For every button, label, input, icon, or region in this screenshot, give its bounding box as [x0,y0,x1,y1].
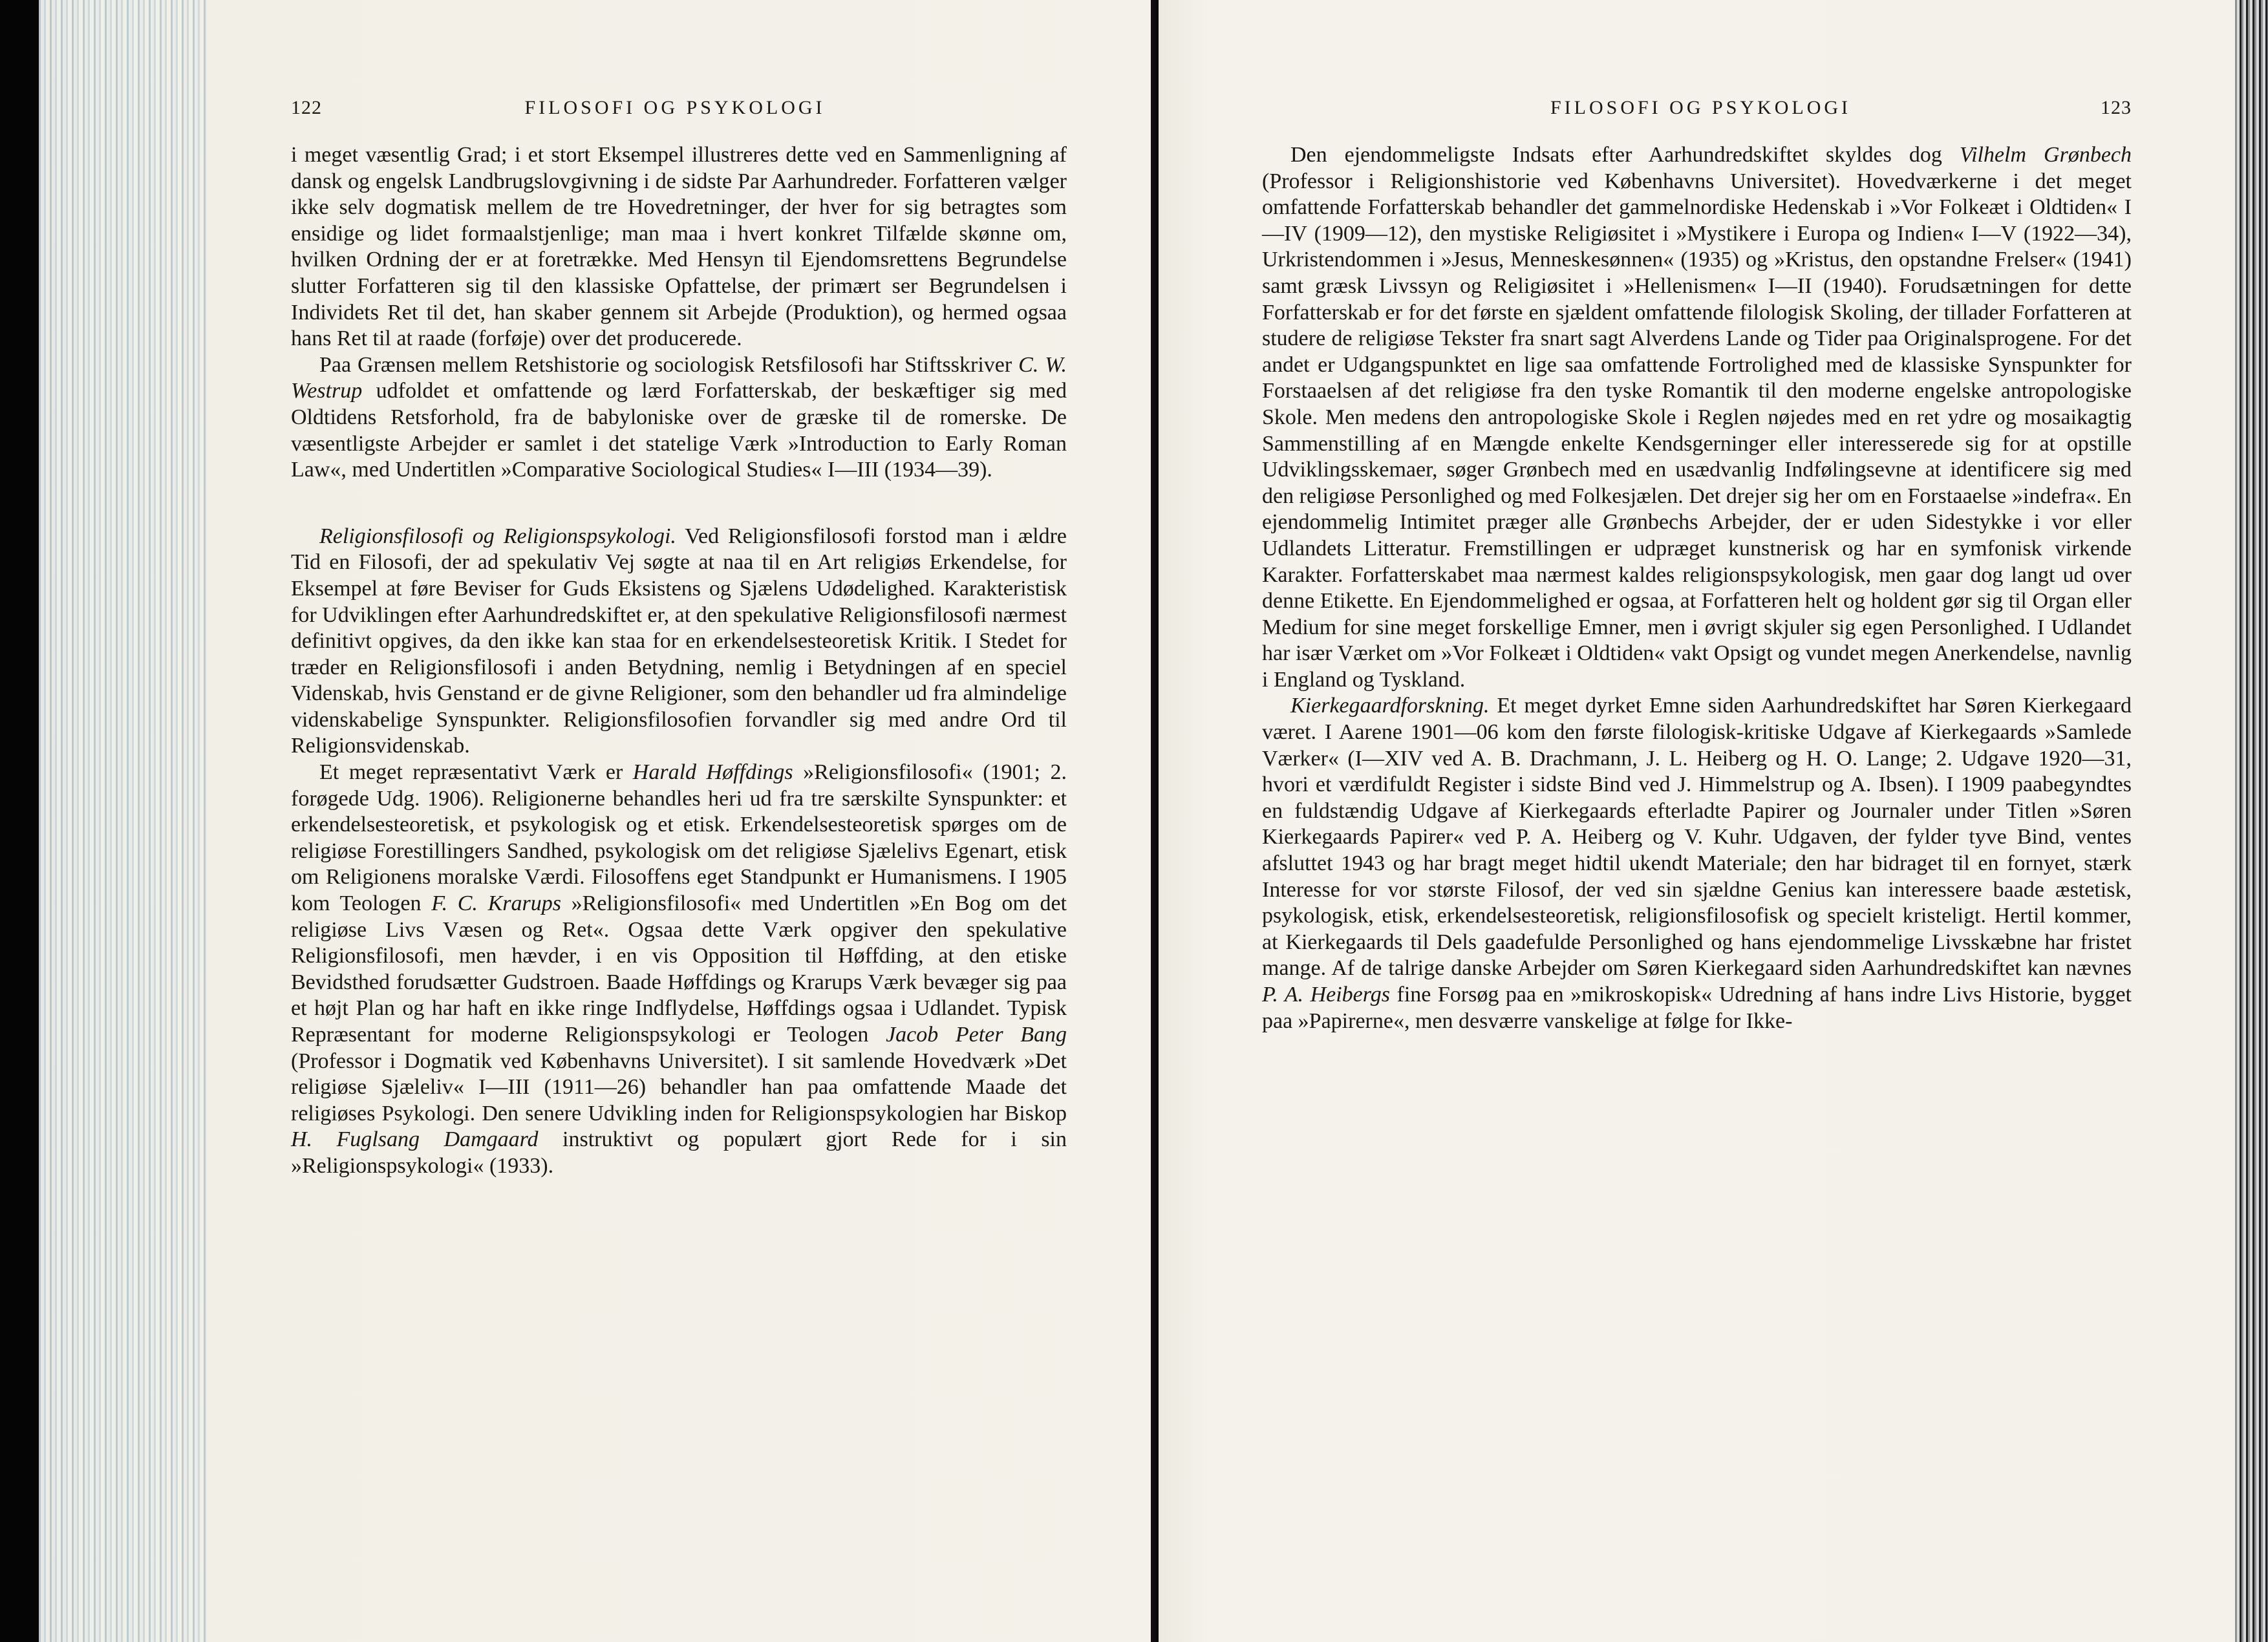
left-page [39,0,1151,1642]
left-body-text [291,142,1067,1180]
left-running-title: FILOSOFI OG PSYKOLOGI [524,97,826,118]
paragraph [291,760,1067,1180]
page-stack-edge-right [2235,0,2268,1642]
italic-text: C. W. Westrup [291,352,1067,403]
text-run: »Religionsfilosofi« med Undertitlen »En Bog om det religiøse Livs Væsen og Ret«. Ogsaa dette Værk opgiver den spekulative Religionsfilosofi, men hævder, i en vis Opposition til Høffding, at den etiske Bevidsthed forudsætter Gudstroen. Baade Høffdings og Krarups Værk bevæger sig paa et højt Plan og har haft en ikke ringe Indflydelse, Høffdings ogsaa i Udlandet. Typisk Repræsentant for moderne Religionspsykologi er Teologen [291,891,1067,1047]
italic-text: H. Fuglsang Damgaard [291,1127,539,1152]
text-run: fine Forsøg paa en »mikroskopisk« Udredning af hans indre Livs Historie, bygget paa »Papirerne«, men desværre vanskelige at følge for Ikke- [1262,983,2132,1033]
paragraph [1262,142,2132,693]
text-run: (Professor i Dogmatik ved Københavns Universitet). I sit samlende Hovedværk »Det religiøse Sjæleliv« I—III (1911—26) behandler han paa omfattende Maade det religiøses Psykologi. Den senere Udvikling inden for Religionspsykologien har Biskop [291,1049,1067,1125]
italic-text: Religionsfilosofi og Religionspsykologi. [319,524,676,548]
text-run: (Professor i Religionshistorie ved Københavns Universitet). Hovedværkerne i det meget omfattende Forfatterskab behandler det gammelnordiske Hedenskab i »Vor Folkeæt i Oldtiden« I—IV (1909—12), den mystiske Religiøsitet i »Mystikere i Europa og Indien« I—V (1922—34), Urkristendommen i »Jesus, Menneskesønnen« (1935) og »Kristus, den opstandne Frelser« (1941) samt græsk Livssyn og Religiøsitet i »Hellenismen« I—II (1940). Forudsætningen for dette Forfatterskab er for det første en sjældent omfattende filologisk Skoling, der tillader Forfatteren at studere de religiøse Tekster fra snart sagt Alverdens Lande og Tider paa Originalsprogene. For det andet er Udgangspunktet en lige saa omfattende Fortrolighed med de klassiske Synspunkter for Forstaaelsen af det religiøse fra den tyske Romantik til den moderne engelske antropologiske Skole. Men medens den antropologiske Skole i Reglen nøjedes med en ret ydre og mosaikagtig Sammenstilling af en Mængde enkelte Kendsgerninger eller interesserede sig for at opstille Udviklingsskemaer, søger Grønbech med en usædvanlig Indfølingsevne at identificere sig med den religiøse Personlighed og med Folkesjælen. Det drejer sig her om en Forstaaelse »indefra«. En ejendommelig Intimitet præger alle Grønbechs Arbejder, der er uden Sidestykke i vor eller Udlandets Litteratur. Fremstillingen er udpræget kunstnerisk og har en symfonisk virkende Karakter. Forfatterskabet maa nærmest kaldes religionspsykologisk, men gaar dog langt ud over denne Etikette. En Ejendommelighed er ogsaa, at Forfatteren helt og holdent gør sig til Organ eller Medium for sine meget forskellige Emner, men i øvrigt skjuler sig egen Personlighed. I Udlandet har især Værket om »Vor Folkeæt i Oldtiden« vakt Opsigt og vundet megen Anerkendelse, navnlig i England og Tyskland. [1262,169,2132,692]
text-run: Et meget dyrket Emne siden Aarhundredskiftet har Søren Kierkegaard været. I Aarene 1901—06 kom den første filologisk-kritiske Udgave af Kierkegaards »Samlede Værker« (I—XIV ved A. B. Drachmann, J. L. Heiberg og H. O. Lange; 2. Udgave 1920—31, hvori et værdifuldt Register i sidste Bind ved J. Himmelstrup og A. Ibsen). I 1909 paabegyndtes en fuldstændig Udgave af Kierkegaards efterladte Papirer og Journaler under Titlen »Søren Kierkegaards Papirer« ved P. A. Heiberg og V. Kuhr. Udgaven, der fylder tyve Bind, ventes afsluttet 1943 og har bragt meget hidtil ukendt Materiale; den har bidraget til en fornyet, stærk Interesse for vor største Filosof, der ved sin sjældne Genius kan interessere baade æstetisk, psykologisk, etisk, erkendelsesteoretisk, religionsfilosofisk og specielt kristeligt. Hertil kommer, at Kierkegaards til Dels gaadefulde Personlighed og hans ejendommelige Livsskæbne har fristet mange. Af de talrige danske Arbejder om Søren Kierkegaard siden Aarhundredskiftet kan nævnes [1262,694,2132,981]
left-page-number: 122 [291,97,322,118]
right-page [1159,0,2235,1642]
section-kierkegaardforskning [1262,693,2132,1034]
text-run: Den ejendommeligste Indsats efter Aarhundredskiftet skyldes dog [1290,143,1960,167]
italic-text: P. A. Heibergs [1262,983,1390,1007]
text-run: Ved Religionsfilosofi forstod man i ældre Tid en Filosofi, der ad spekulativ Vej søgte at naa til en Art religiøs Erkendelse, for Eksempel at føre Beviser for Guds Eksistens og Sjælens Udødelighed. Karakteristisk for Udviklingen efter Aarhundredskiftet er, at den spekulative Religionsfilosofi nærmest definitivt opgives, da den ikke kan staa for en erkendelsesteoretisk Kritik. I Stedet for træder en Religionsfilosofi i anden Betydning, nemlig i Betydningen af en speciel Videnskab, hvis Genstand er de givne Religioner, som den behandler ud fra almindelige videnskabelige Synspunkter. Religionsfilosofien forvandler sig med andre Ord til Religionsvidenskab. [291,524,1067,758]
italic-text: Kierkegaardforskning. [1290,694,1490,718]
right-body-text [1262,142,2132,1034]
section-religionsfilosofi [291,524,1067,760]
page-stack-edge [39,0,207,1642]
paragraph [291,352,1067,484]
paragraph [291,142,1067,352]
right-running-title: FILOSOFI OG PSYKOLOGI [1550,97,1852,118]
italic-text: Harald Høffdings [632,760,793,785]
text-run: Et meget repræsentativt Værk er [319,760,633,785]
right-running-head [1262,97,2132,119]
text-run: instruktivt og populært gjort Rede for i sin »Religionspsykologi« (1933). [291,1127,1067,1178]
text-run: udfoldet et omfattende og lærd Forfatterskab, der beskæftiger sig med Oldtidens Retsforhold, fra de babyloniske over de græske til de romerske. De væsentligste Arbejder er samlet i det statelige Værk »Introduction to Early Roman Law«, med Undertitlen »Comparative Sociological Studies« I—III (1934—39). [291,379,1067,482]
text-run: i meget væsentlig Grad; i et stort Eksempel illustreres dette ved en Sammenligning af dansk og engelsk Landbrugslovgivning i de sidste Par Aarhundreder. Forfatteren vælger ikke selv dogmatisk mellem de tre Hovedretninger, der hver for sig betragtes som ensidige og lidet formaalstjenlige; man maa i hvert konkret Tilfælde skønne om, hvilken Ordning der er at foretrække. Med Hensyn til Ejendomsrettens Begrundelse slutter Forfatteren sig til den klassiske Opfattelse, der primært ser Begrundelsen i Individets Ret til det, han skaber gennem sit Arbejde (Produktion), og hermed ogsaa hans Ret til at raade (forføje) over det producerede. [291,143,1067,351]
text-run: »Religionsfilosofi« (1901; 2. forøgede Udg. 1906). Religionerne behandles heri ud fra tre særskilte Synspunkter: et erkendelsesteoretisk, et psykologisk og et etisk. Erkendelsesteoretisk spørges om de religiøse Forestillingers Sandhed, psykologisk om det religiøse Sjælelivs Egenart, etisk om Religionens moralske Værdi. Filosoffens eget Standpunkt er Humanismens. I 1905 kom Teologen [291,760,1067,916]
italic-text: F. C. Krarups [431,891,561,916]
left-running-head [291,97,1067,119]
italic-text: Vilhelm Grønbech [1959,143,2132,167]
text-run: Paa Grænsen mellem Retshistorie og sociologisk Retsfilosofi har Stiftsskriver [319,352,1019,377]
italic-text: Jacob Peter Bang [886,1023,1067,1047]
right-page-number: 123 [2101,97,2132,118]
